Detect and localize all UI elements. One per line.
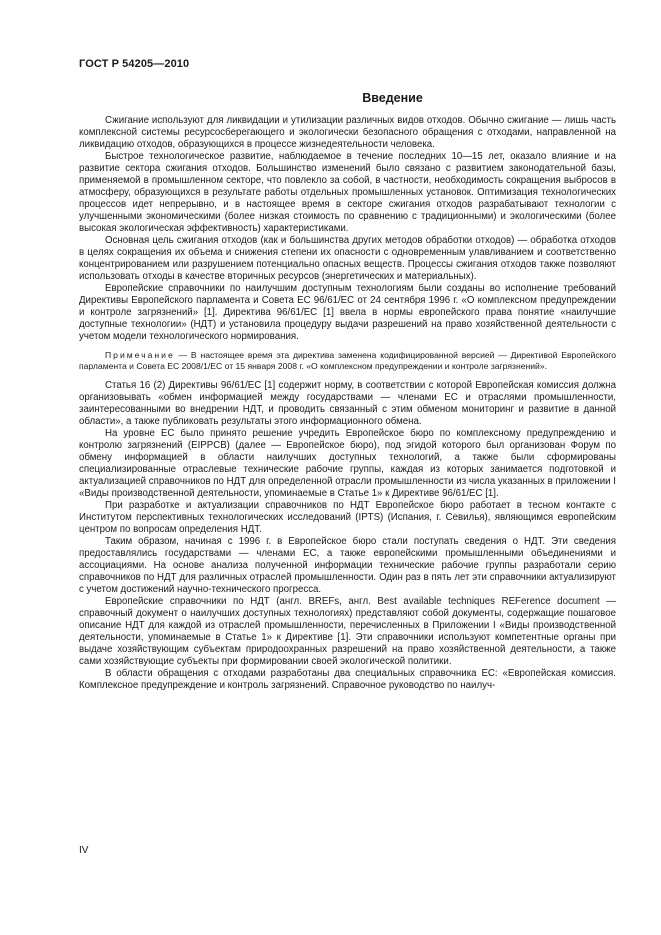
section-title: Введение [362,91,423,105]
paragraph: При разработке и актуализации справочников по НДТ Европейское бюро работает в тесном контакте с Институтом перспективных технологических исследований (IPTS) (Испания, г. Севилья), являющимся европейским центром по вопросам определения НДТ. [79,500,616,536]
paragraph: Европейские справочники по НДТ (англ. BREFs, англ. Best available techniques REFerence document — справочный документ о наилучших доступных технологиях) представляют собой документы, содержащие пошаговое описание НДТ для каждой из отраслей промышленности, перечисленных в Приложении I «Виды производственной деятельности, упоминаемые в Статье 1» к Директиве [1]. Эти справочники используют компетентные органы при выдаче хозяйствующим субъектам природоохранных разрешений на право хозяйственной деятельности, а также сами хозяйствующие субъекты при формировании своей экологической политики. [79,596,616,668]
paragraph: В области обращения с отходами разработаны два специальных справочника ЕС: «Европейская комиссия. Комплексное предупреждение и контроль загрязнений. Справочное руководство по наилуч- [79,668,616,692]
note [79,350,616,371]
paragraph: На уровне ЕС было принято решение учредить Европейское бюро по комплексному предупреждению и контролю загрязнений (EIPPCB) (далее — Европейское бюро), под эгидой которого был организован Форум по обмену информацией в области наилучших доступных технологий, а также были сформированы специализированные отраслевые технические рабочие группы, каждая из которых занимается подготовкой и актуализацией справочников по НДТ для определенной отрасли промышленности из числа указанных в приложении I «Виды производственной деятельности, упоминаемые в Статье 1» к Директиве 96/61/ЕС [1]. [79,428,616,500]
page-number: IV [79,845,89,856]
paragraph: Быстрое технологическое развитие, наблюдаемое в течение последних 10—15 лет, оказало влияние и на развитие сектора сжигания отходов. Большинство изменений было связано с развитием законодательной базы, применяемой в промышленном секторе, что повлекло за собой, в частности, необходимость сокращения выбросов в атмосферу, образующихся в результате работы отдельных промышленных установок. Оптимизация технологических процессов идет непрерывно, и в настоящее время в секторе сжигания отходов разрабатывают технологии с улучшенными экономическими (более низкая стоимость по сравнению с традиционными) и экологическими (более высокая экологическая эффективность) характеристиками. [79,151,616,234]
paragraph: Европейские справочники по наилучшим доступным технологиям были созданы во исполнение требований Директивы Европейского парламента и Совета ЕС 96/61/ЕС от 24 сентября 1996 г. «О комплексном предупреждении и контроле загрязнений» [1]. Директива 96/61/ЕС [1] ввела в нормы европейского права понятие «наилучшие доступные технологии» (НДТ) и установила процедуру выдачи разрешений на право хозяйственной деятельности с учетом модели технологического нормирования. [79,283,616,342]
note-label: Примечание [105,350,175,360]
paragraph: Основная цель сжигания отходов (как и большинства других методов обработки отходов) — обработка отходов в целях сокращения их объема и снижения степени их опасности с одновременным улавливанием и соответственно концентрированием или разрушением потенциально опасных веществ. Процессы сжигания отходов также позволяют использовать отходы в качестве вторичных ресурсов (энергетических и материальных). [79,235,616,282]
page-content [79,91,616,692]
note-text: — В настоящее время эта директива заменена кодифицированной версией — Директивой Европейского парламента и Совета ЕС 2008/1/ЕС от 15 января 2008 г. «О комплексном предупреждении и контроле загрязнений». [79,350,616,371]
paragraph: Сжигание используют для ликвидации и утилизации различных видов отходов. Обычно сжигание — лишь часть комплексной системы ресурсосберегающего и экологически безопасного обращения с отходами, направленной на ликвидацию отходов, образующихся в процессе жизнедеятельности человека. [79,115,616,150]
paragraph: Таким образом, начиная с 1996 г. в Европейское бюро стали поступать сведения о НДТ. Эти сведения предоставлялись государствами — членами ЕС, а также европейскими промышленными объединениями и ассоциациями. На основе анализа полученной информации технические рабочие группы разработали серию справочников по НДТ для различных отраслей промышленности. Один раз в пять лет эти справочники актуализируют с учетом достижений научно-технического прогресса. [79,536,616,596]
document-code: ГОСТ Р 54205—2010 [79,58,190,70]
paragraph: Статья 16 (2) Директивы 96/61/ЕС [1] содержит норму, в соответствии с которой Европейская комиссия должна организовывать «обмен информацией между государствами — членами ЕС и отраслями промышленности, заинтересованными во внедрении НДТ, и проводить связанный с этим обменом мониторинг и развитие в данной области», а также публиковать результаты этого информационного обмена. [79,380,616,428]
